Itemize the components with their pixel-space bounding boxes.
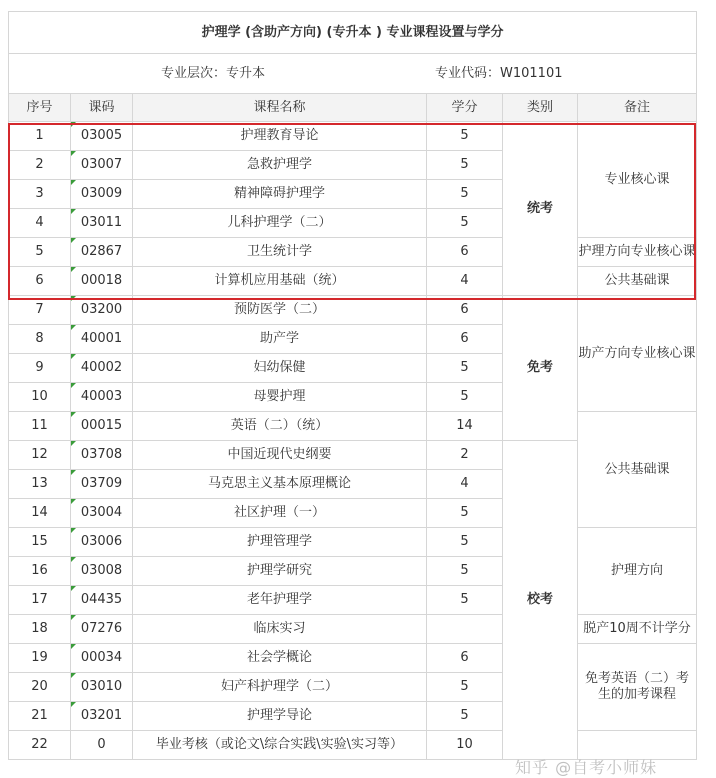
- info-cell: [9, 54, 697, 94]
- row-no: 21: [9, 702, 71, 731]
- category-tongkao: 统考: [503, 122, 578, 296]
- course-credit: 14: [427, 412, 503, 441]
- row-no: 8: [9, 325, 71, 354]
- course-code: 03007: [71, 151, 133, 180]
- course-credit: 4: [427, 267, 503, 296]
- course-credit: [427, 615, 503, 644]
- course-code: 03709: [71, 470, 133, 499]
- table-row: [9, 644, 697, 673]
- course-credit: 5: [427, 528, 503, 557]
- course-code: 40003: [71, 383, 133, 412]
- row-no: 2: [9, 151, 71, 180]
- course-name: 护理管理学: [133, 528, 427, 557]
- course-name: 母婴护理: [133, 383, 427, 412]
- watermark: 知乎 @自考小师妹: [515, 758, 658, 777]
- course-code: 03200: [71, 296, 133, 325]
- table-title: 护理学 (含助产方向) (专升本 ) 专业课程设置与学分: [9, 12, 697, 54]
- course-code: 40001: [71, 325, 133, 354]
- course-credit: 5: [427, 557, 503, 586]
- row-no: 5: [9, 238, 71, 267]
- header-no: 序号: [9, 94, 71, 122]
- course-credit: 6: [427, 325, 503, 354]
- course-code: 02867: [71, 238, 133, 267]
- row-no: 14: [9, 499, 71, 528]
- course-name: 妇产科护理学（二）: [133, 673, 427, 702]
- row-no: 16: [9, 557, 71, 586]
- row-no: 4: [9, 209, 71, 238]
- course-name: 儿科护理学（二）: [133, 209, 427, 238]
- course-name: 护理教育导论: [133, 122, 427, 151]
- course-code: 03201: [71, 702, 133, 731]
- course-table: [8, 11, 697, 760]
- row-no: 12: [9, 441, 71, 470]
- course-credit: 5: [427, 702, 503, 731]
- course-name: 社区护理（一）: [133, 499, 427, 528]
- course-code: 03004: [71, 499, 133, 528]
- row-no: 6: [9, 267, 71, 296]
- table-row: [9, 122, 697, 151]
- title-row: [9, 12, 697, 54]
- course-credit: 6: [427, 238, 503, 267]
- course-code: 04435: [71, 586, 133, 615]
- course-name: 卫生统计学: [133, 238, 427, 267]
- course-name: 老年护理学: [133, 586, 427, 615]
- header-credit: 学分: [427, 94, 503, 122]
- category-miankao: 免考: [503, 296, 578, 441]
- course-credit: 5: [427, 499, 503, 528]
- row-no: 15: [9, 528, 71, 557]
- course-name: 护理学导论: [133, 702, 427, 731]
- note-core: 专业核心课: [578, 122, 697, 238]
- header-name: 课程名称: [133, 94, 427, 122]
- course-code: 0: [71, 731, 133, 760]
- course-code: 40002: [71, 354, 133, 383]
- row-no: 20: [9, 673, 71, 702]
- course-credit: 10: [427, 731, 503, 760]
- table-row: [9, 615, 697, 644]
- row-no: 22: [9, 731, 71, 760]
- course-name: 助产学: [133, 325, 427, 354]
- table-row: [9, 296, 697, 325]
- course-code: 00018: [71, 267, 133, 296]
- major-level: 专业层次：专升本: [161, 66, 266, 81]
- course-code: 00034: [71, 644, 133, 673]
- note-public-1: 公共基础课: [578, 267, 697, 296]
- course-name: 预防医学（二）: [133, 296, 427, 325]
- course-name: 毕业考核（或论文\综合实践\实验\实习等）: [133, 731, 427, 760]
- table-row: [9, 238, 697, 267]
- course-credit: 4: [427, 470, 503, 499]
- course-credit: 5: [427, 586, 503, 615]
- major-code: 专业代码：W101101: [435, 66, 563, 81]
- course-name: 中国近现代史纲要: [133, 441, 427, 470]
- row-no: 1: [9, 122, 71, 151]
- row-no: 9: [9, 354, 71, 383]
- course-name: 马克思主义基本原理概论: [133, 470, 427, 499]
- note-midwife-core: 助产方向专业核心课: [578, 296, 697, 412]
- course-credit: 5: [427, 151, 503, 180]
- row-no: 17: [9, 586, 71, 615]
- course-name: 护理学研究: [133, 557, 427, 586]
- course-code: 03011: [71, 209, 133, 238]
- note-nursing-direction: 护理方向: [578, 528, 697, 615]
- course-credit: 5: [427, 354, 503, 383]
- course-code: 03010: [71, 673, 133, 702]
- table-row: [9, 528, 697, 557]
- course-name: 精神障碍护理学: [133, 180, 427, 209]
- course-name: 计算机应用基础（统）: [133, 267, 427, 296]
- course-name: 英语（二）（统）: [133, 412, 427, 441]
- row-no: 3: [9, 180, 71, 209]
- row-no: 19: [9, 644, 71, 673]
- note-internship: 脱产10周不计学分: [578, 615, 697, 644]
- table-row: [9, 412, 697, 441]
- course-credit: 5: [427, 209, 503, 238]
- course-credit: 5: [427, 180, 503, 209]
- header-note: 备注: [578, 94, 697, 122]
- course-code: 03006: [71, 528, 133, 557]
- note-public-2: 公共基础课: [578, 412, 697, 528]
- course-name: 急救护理学: [133, 151, 427, 180]
- course-credit: 5: [427, 383, 503, 412]
- note-extra-course: 免考英语（二）考生的加考课程: [578, 644, 697, 731]
- course-credit: 2: [427, 441, 503, 470]
- course-credit: 6: [427, 644, 503, 673]
- course-code: 03708: [71, 441, 133, 470]
- table-row: [9, 267, 697, 296]
- course-name: 社会学概论: [133, 644, 427, 673]
- row-no: 7: [9, 296, 71, 325]
- course-name: 妇幼保健: [133, 354, 427, 383]
- header-code: 课码: [71, 94, 133, 122]
- note-nursing-core: 护理方向专业核心课: [578, 238, 697, 267]
- category-xiaokao: 校考: [503, 441, 578, 760]
- course-code: 03005: [71, 122, 133, 151]
- course-name: 临床实习: [133, 615, 427, 644]
- row-no: 10: [9, 383, 71, 412]
- course-code: 03008: [71, 557, 133, 586]
- course-credit: 6: [427, 296, 503, 325]
- course-code: 00015: [71, 412, 133, 441]
- course-code: 03009: [71, 180, 133, 209]
- header-category: 类别: [503, 94, 578, 122]
- row-no: 18: [9, 615, 71, 644]
- course-credit: 5: [427, 673, 503, 702]
- header-row: [9, 94, 697, 122]
- course-code: 07276: [71, 615, 133, 644]
- row-no: 11: [9, 412, 71, 441]
- info-row: [9, 54, 697, 94]
- row-no: 13: [9, 470, 71, 499]
- course-credit: 5: [427, 122, 503, 151]
